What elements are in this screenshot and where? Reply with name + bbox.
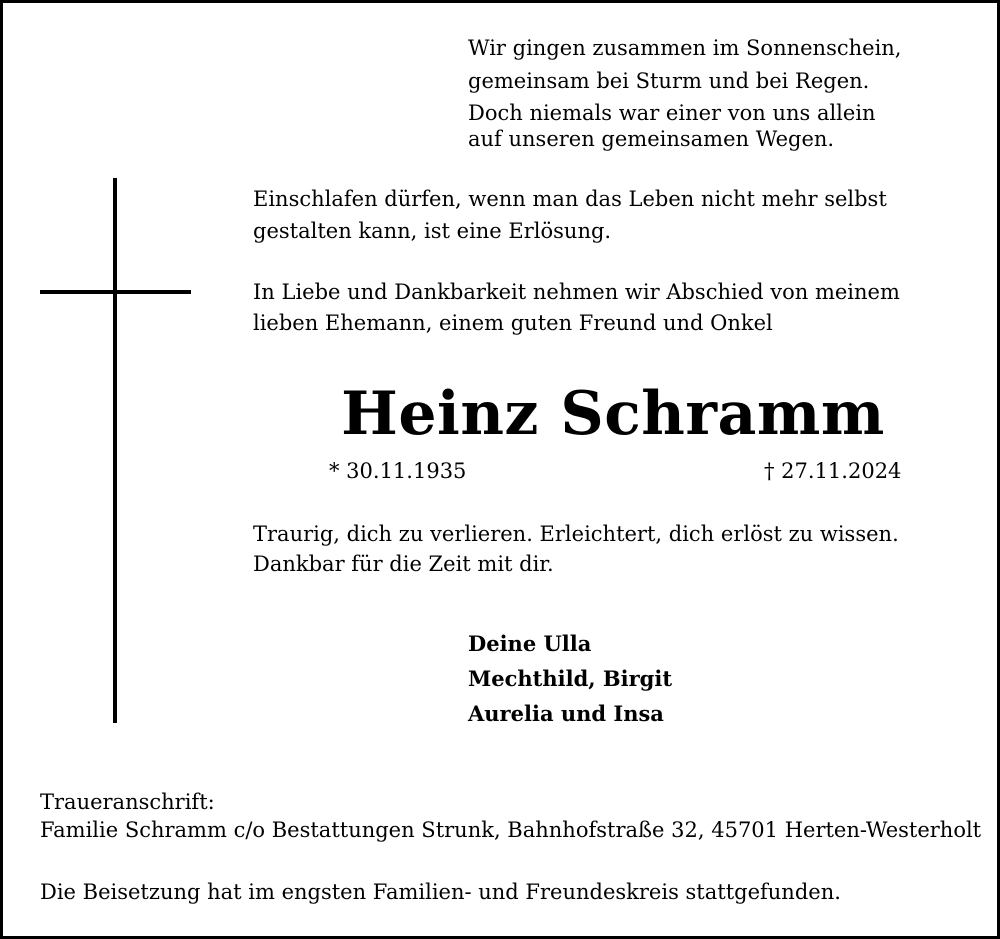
- farewell-line: lieben Ehemann, einem guten Freund und Onkel: [253, 311, 773, 335]
- signer-name: Mechthild, Birgit: [468, 666, 673, 691]
- closing-line: Traurig, dich zu verlieren. Erleichtert, dich erlöst zu wissen.: [253, 522, 899, 546]
- signer-name: Aurelia und Insa: [468, 701, 664, 726]
- poem-line: gemeinsam bei Sturm und bei Regen.: [468, 69, 870, 93]
- cross-icon-vertical: [113, 178, 117, 723]
- closing-line: Dankbar für die Zeit mit dir.: [253, 552, 554, 576]
- birth-date: * 30.11.1935: [329, 459, 467, 483]
- intro-line: Einschlafen dürfen, wenn man das Leben nicht mehr selbst: [253, 187, 887, 211]
- farewell-line: In Liebe und Dankbarkeit nehmen wir Abschied von meinem: [253, 280, 900, 304]
- intro-line: gestalten kann, ist eine Erlösung.: [253, 219, 612, 243]
- deceased-name: Heinz Schramm: [341, 379, 885, 449]
- death-date: † 27.11.2024: [764, 459, 902, 483]
- address-text: Familie Schramm c/o Bestattungen Strunk, Bahnhofstraße 32, 45701 Herten-Westerholt: [40, 818, 982, 842]
- cross-icon-horizontal: [40, 290, 191, 294]
- poem-line: auf unseren gemeinsamen Wegen.: [468, 127, 835, 151]
- signer-name: Deine Ulla: [468, 631, 592, 656]
- poem-line: Doch niemals war einer von uns allein: [468, 101, 876, 125]
- poem-line: Wir gingen zusammen im Sonnenschein,: [468, 36, 902, 60]
- address-label: Traueranschrift:: [40, 790, 215, 814]
- funeral-note: Die Beisetzung hat im engsten Familien- und Freundeskreis stattgefunden.: [40, 880, 841, 904]
